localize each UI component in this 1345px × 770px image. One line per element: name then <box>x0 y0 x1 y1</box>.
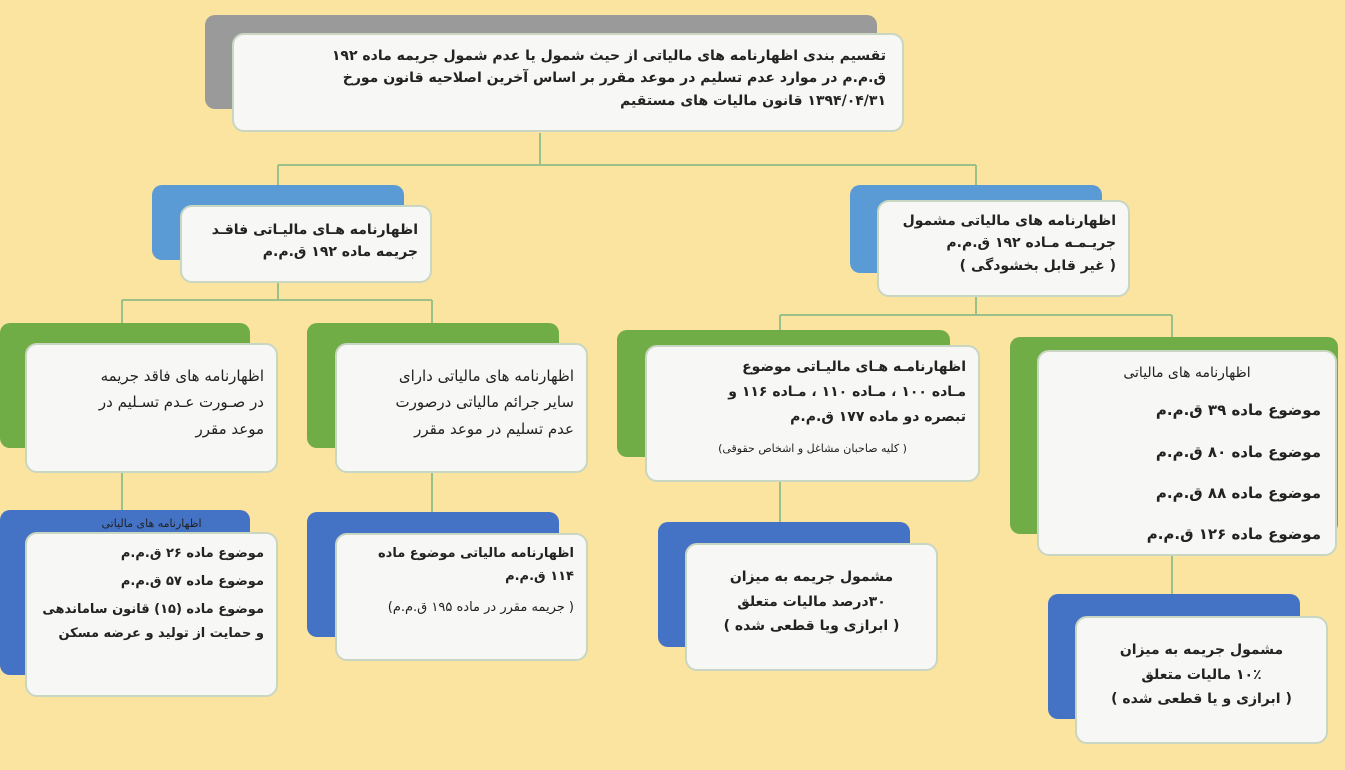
no-penalty-node <box>25 343 278 473</box>
articles-100-note: ( کلیه صاحبان مشاغل و اشخاص حقوقی) <box>718 441 907 455</box>
no-penalty-line-1: اظهارنامه های فاقد جریمه <box>100 367 264 385</box>
no-penalty-line-3: موعد مقرر <box>195 419 264 438</box>
articles-100-node <box>645 345 980 482</box>
leaf-10pct-line-2: ۱۰٪ مالیات متعلق <box>1141 666 1262 683</box>
leaf-114-line-2: ۱۱۴ ق.م.م <box>505 568 574 584</box>
articles-39-header: اظهارنامه های مالیاتی <box>1123 365 1251 381</box>
leaf-30pct-line-1: مشمول جریمه به میزان <box>729 569 894 585</box>
articles-39-line-3: موضوع ماده ۸۸ ق.م.م <box>1155 483 1321 502</box>
other-crimes-line-3: عدم تسلیم در موعد مقرر <box>414 419 574 438</box>
other-crimes-line-1: اظهارنامه های مالیاتی دارای <box>398 367 574 385</box>
leaf-26-line-2: موضوع ماده ۵۷ ق.م.م <box>120 574 264 590</box>
right-branch-line-2: جریـمـه مـاده ۱۹۲ ق.م.م <box>946 235 1116 252</box>
root-node <box>232 33 904 132</box>
right-branch-line-3: ( غیر قابل بخشودگی ) <box>959 257 1116 274</box>
leaf-26-line-3: موضوع ماده (۱۵) قانون ساماندهی و حمایت از تولید و عرضه مسکن <box>42 602 264 642</box>
leaf-114-node <box>335 533 588 661</box>
right-branch-node <box>877 200 1130 297</box>
articles-100-line-3: تبصره دو ماده ۱۷۷ ق.م.م <box>790 409 966 426</box>
leaf-26-node <box>25 517 278 697</box>
leaf-26-header: اظهارنامه های مالیاتی <box>101 517 202 530</box>
articles-100-line-1: اظهارنامـه هـای مالیـاتی موضوع <box>742 359 966 375</box>
articles-39-node <box>1037 350 1337 556</box>
articles-39-line-1: موضوع ماده ۳۹ ق.م.م <box>1155 401 1321 420</box>
other-crimes-line-2: سایر جرائم مالیاتی درصورت <box>395 393 574 412</box>
right-branch-line-1: اظهارنامه های مالیاتی مشمول <box>902 213 1116 229</box>
left-branch-line-1: اظهارنامه هـای مالیـاتی فاقـد <box>211 222 418 238</box>
articles-39-line-2: موضوع ماده ۸۰ ق.م.م <box>1155 442 1321 461</box>
connector-root <box>278 133 976 190</box>
left-branch-node <box>180 205 432 283</box>
leaf-114-line-1: اظهارنامه مالیاتی موضوع ماده <box>377 546 574 561</box>
leaf-30pct-line-2: ۳۰درصد مالیات متعلق <box>737 593 886 610</box>
left-branch-line-2: جریمه ماده ۱۹۲ ق.م.م <box>262 244 418 261</box>
leaf-30pct-line-3: ( ابرازی ویا قطعی شده ) <box>723 618 900 634</box>
leaf-26-line-1: موضوع ماده ۲۶ ق.م.م <box>120 546 264 561</box>
leaf-10pct-node <box>1075 616 1328 744</box>
root-line-3: ۱۳۹۴/۰۴/۳۱ قانون مالیات های مستقیم <box>620 92 886 109</box>
other-crimes-node <box>335 343 588 473</box>
articles-100-line-2: مـاده ۱۰۰ ، مـاده ۱۱۰ ، مـاده ۱۱۶ و <box>728 384 966 401</box>
leaf-114-note: ( جریمه مقرر در ماده ۱۹۵ ق.م.م) <box>387 599 574 615</box>
no-penalty-line-2: در صـورت عـدم تسـلیم در <box>98 393 264 412</box>
articles-39-line-4: موضوع ماده ۱۲۶ ق.م.م <box>1146 525 1321 544</box>
root-line-2: ق.م.م در موارد عدم تسلیم در موعد مقرر بر اساس آخرین اصلاحیه قانون مورخ <box>342 70 886 87</box>
leaf-10pct-line-1: مشمول جریمه به میزان <box>1119 642 1284 658</box>
leaf-30pct-node <box>685 543 938 671</box>
root-line-1: تقسیم بندی اظهارنامه های مالیاتی از حیث شمول یا عدم شمول جریمه ماده ۱۹۲ <box>331 48 886 64</box>
leaf-10pct-line-3: ( ابرازی و یا قطعی شده ) <box>1111 691 1292 707</box>
